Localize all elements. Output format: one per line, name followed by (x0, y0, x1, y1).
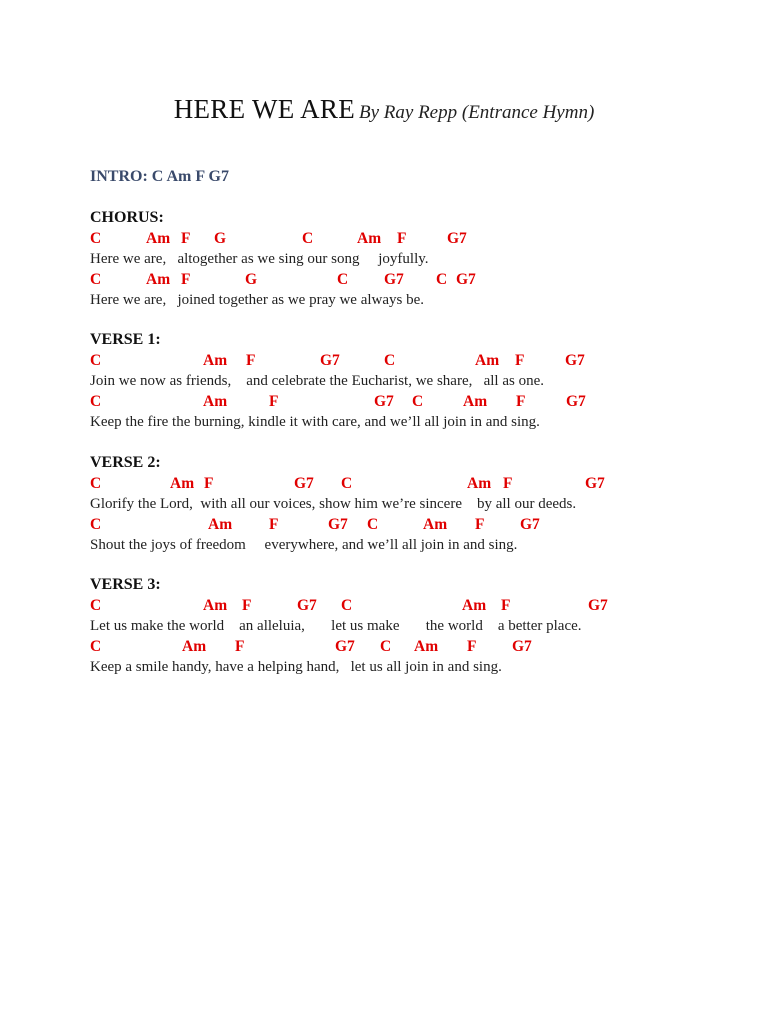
chord: Am (463, 393, 488, 410)
chord: Am (170, 475, 195, 492)
lyric-line: Join we now as friends, and celebrate the Eucharist, we share, all as one. (90, 373, 545, 389)
chord: Am (475, 352, 500, 369)
song-title (0, 94, 768, 125)
chord-line (0, 271, 768, 291)
song-title-main: HERE WE ARE (173, 94, 355, 124)
chord: Am (357, 230, 382, 247)
chord: C (436, 271, 448, 288)
chord: Am (146, 230, 171, 247)
chord: C (90, 597, 102, 614)
chord-line (0, 516, 768, 536)
chord: F (515, 352, 525, 369)
lyric-line: Keep a smile handy, have a helping hand, let us all join in and sing. (90, 659, 502, 675)
chord: F (475, 516, 485, 533)
chord: G7 (566, 393, 586, 410)
chord: G7 (585, 475, 605, 492)
chord: F (204, 475, 214, 492)
chord: C (90, 271, 102, 288)
chord: G7 (294, 475, 314, 492)
chord: F (269, 393, 279, 410)
chord-line (0, 352, 768, 372)
chord: C (302, 230, 314, 247)
chord: G7 (456, 271, 476, 288)
chord: Am (203, 393, 228, 410)
chord: C (380, 638, 392, 655)
chord: F (501, 597, 511, 614)
chord: G7 (320, 352, 340, 369)
chord: G (245, 271, 258, 288)
chord: C (337, 271, 349, 288)
chord: C (90, 352, 102, 369)
chord: Am (182, 638, 207, 655)
chord: G7 (328, 516, 348, 533)
chord: F (181, 271, 191, 288)
chord: Am (146, 271, 171, 288)
chord-line (0, 597, 768, 617)
chord: F (246, 352, 256, 369)
chord: Am (203, 352, 228, 369)
chord: G7 (297, 597, 317, 614)
section-heading-verse-2: VERSE 2: (90, 454, 161, 471)
lyric-line: Shout the joys of freedom everywhere, and we’ll all join in and sing. (90, 537, 518, 553)
chord: C (90, 516, 102, 533)
chord: C (90, 638, 102, 655)
chord: F (242, 597, 252, 614)
chord: F (269, 516, 279, 533)
chord: F (397, 230, 407, 247)
chord-line (0, 230, 768, 250)
lyric-line: Glorify the Lord, with all our voices, show him we’re sincere by all our deeds. (90, 496, 577, 512)
chord: C (90, 393, 102, 410)
chord: C (90, 475, 102, 492)
chord-line (0, 638, 768, 658)
chord: C (341, 475, 353, 492)
chord: F (181, 230, 191, 247)
chord: G7 (374, 393, 394, 410)
chord: C (384, 352, 396, 369)
song-title-subtitle: By Ray Repp (Entrance Hymn) (359, 102, 595, 123)
chord: Am (423, 516, 448, 533)
chord: F (467, 638, 477, 655)
chord: Am (462, 597, 487, 614)
chord: C (412, 393, 424, 410)
lyric-line: Here we are, joined together as we pray we always be. (90, 292, 425, 308)
chord: G7 (520, 516, 540, 533)
section-heading-chorus: CHORUS: (90, 209, 164, 226)
chord: G7 (565, 352, 585, 369)
chord: C (367, 516, 379, 533)
chord: G7 (447, 230, 467, 247)
chord: Am (467, 475, 492, 492)
intro-chords: INTRO: C Am F G7 (90, 168, 229, 185)
lyric-line: Here we are, altogether as we sing our song joyfully. (90, 251, 429, 267)
chord: G7 (588, 597, 608, 614)
chord: G7 (384, 271, 404, 288)
chord: F (516, 393, 526, 410)
section-heading-verse-1: VERSE 1: (90, 331, 161, 348)
chord: G7 (335, 638, 355, 655)
chord: G (214, 230, 227, 247)
chord: G7 (512, 638, 532, 655)
lyric-line: Let us make the world an alleluia, let us make the world a better place. (90, 618, 582, 634)
lyric-line: Keep the fire the burning, kindle it with care, and we’ll all join in and sing. (90, 414, 540, 430)
section-heading-verse-3: VERSE 3: (90, 576, 161, 593)
chord: Am (208, 516, 233, 533)
chord: C (90, 230, 102, 247)
chord: F (503, 475, 513, 492)
chord-line (0, 393, 768, 413)
chord: Am (414, 638, 439, 655)
chord: F (235, 638, 245, 655)
chord: C (341, 597, 353, 614)
chord-line (0, 475, 768, 495)
chord: Am (203, 597, 228, 614)
